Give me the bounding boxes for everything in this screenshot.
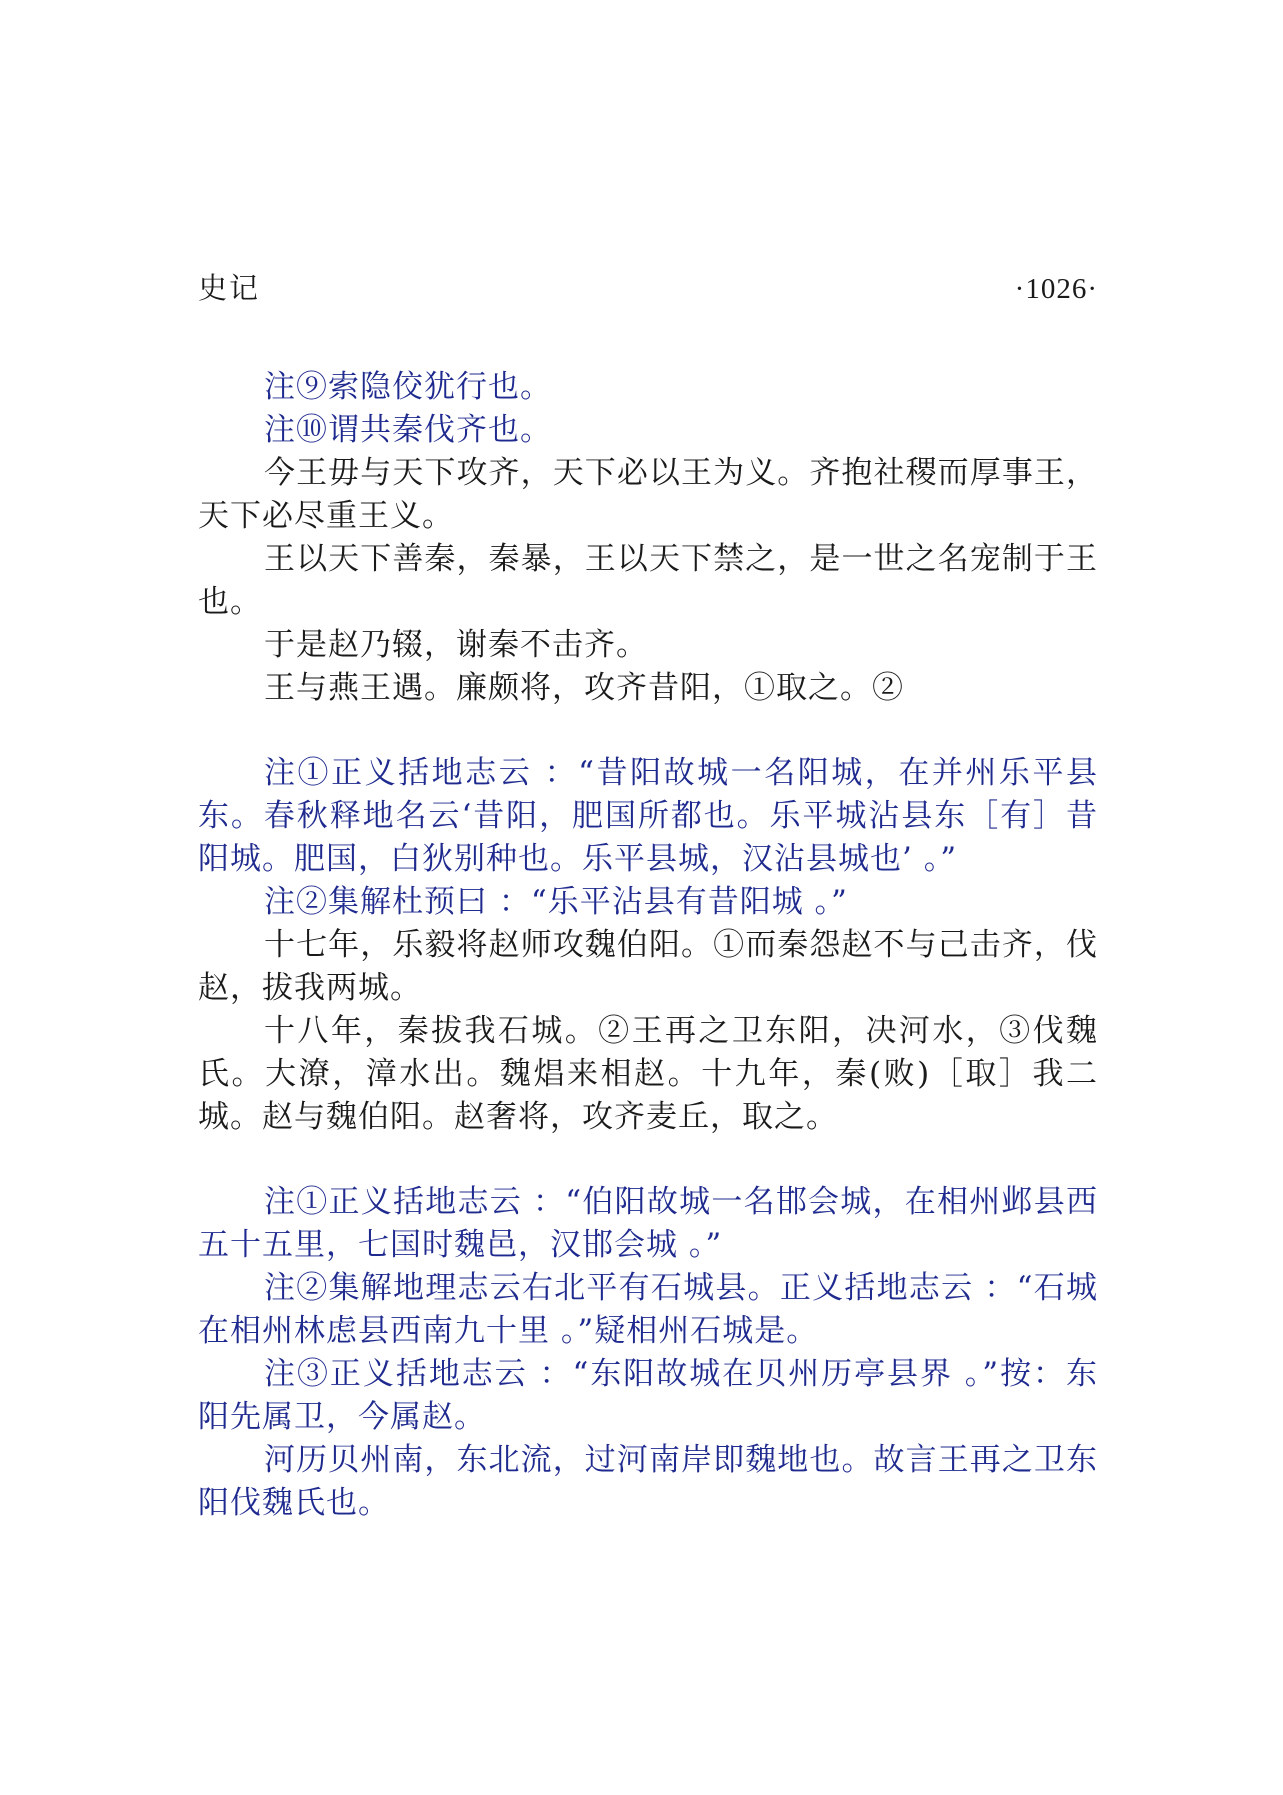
text-paragraph: 十七年，乐毅将赵师攻魏伯阳。①而秦怨赵不与己击齐，伐赵，拔我两城。 (198, 927, 1098, 1006)
annotation-paragraph: 注②集解地理志云右北平有石城县。正义括地志云 ：“石城在相州林虑县西南九十里 。”疑相州石城是。 (198, 1270, 1098, 1349)
annotation-paragraph: 注①正义括地志云 ：“伯阳故城一名邯会城，在相州邺县西五十五里，七国时魏邑，汉邯会城 。” (198, 1184, 1098, 1263)
text-paragraph: 十八年，秦拔我石城。②王再之卫东阳，决河水，③伐魏氏。大潦，漳水出。魏焻来相赵。十九年，秦(败)［取］我二城。赵与魏伯阳。赵奢将，攻齐麦丘，取之。 (198, 1013, 1098, 1135)
annotation-paragraph: 河历贝州南，东北流，过河南岸即魏地也。故言王再之卫东阳伐魏氏也。 (198, 1442, 1098, 1521)
text-paragraph: 今王毋与天下攻齐，天下必以王为义。齐抱社稷而厚事王，天下必尽重王义。 (198, 455, 1098, 534)
page-number: ·1026· (1014, 273, 1098, 305)
annotation-paragraph: 注⑨索隐佼犹行也。 (264, 369, 552, 405)
text-paragraph: 于是赵乃辍，谢秦不击齐。 (264, 627, 648, 663)
running-header (198, 266, 1098, 310)
section-gap (198, 710, 1098, 752)
page-body (198, 266, 1098, 1525)
annotation-paragraph: 注⑩谓共秦伐齐也。 (264, 412, 552, 448)
annotation-paragraph: 注③正义括地志云 ：“东阳故城在贝州历亭县界 。”按：东阳先属卫，今属赵。 (198, 1356, 1098, 1435)
text-paragraph: 王与燕王遇。廉颇将，攻齐昔阳，①取之。② (264, 670, 904, 706)
annotation-paragraph: 注①正义括地志云 ：“昔阳故城一名阳城，在并州乐平县东。春秋释地名云‘昔阳，肥国所都也。乐平城沾县东［有］昔阳城。肥国，白狄别种也。乐平县城，汉沾县城也’ 。” (198, 755, 1098, 877)
section-gap (198, 1139, 1098, 1181)
annotation-paragraph: 注②集解杜预曰 ：“乐平沾县有昔阳城 。” (264, 884, 848, 920)
text-paragraph: 王以天下善秦，秦暴，王以天下禁之，是一世之名宠制于王也。 (198, 541, 1098, 620)
book-title: 史记 (198, 271, 261, 305)
